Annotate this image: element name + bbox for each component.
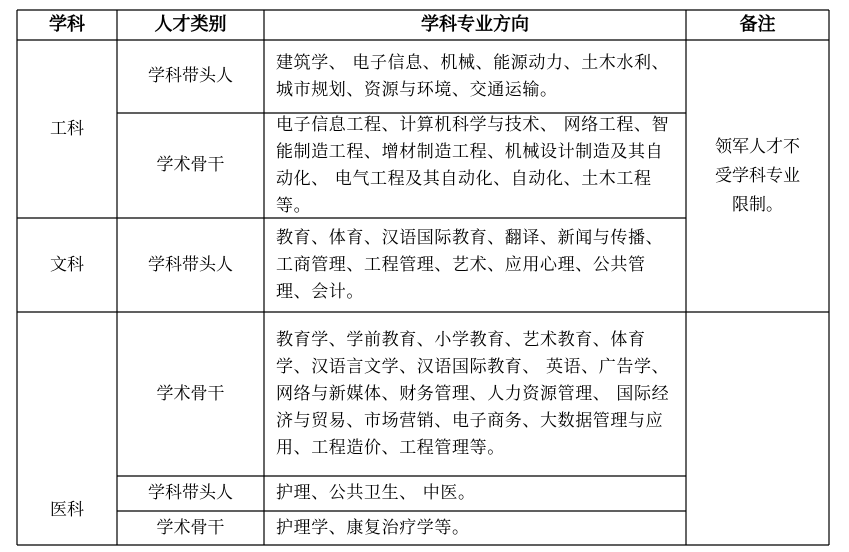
- type-eng-core: 学术骨干: [156, 155, 225, 175]
- type-eng-lead: 学科带头人: [148, 66, 233, 86]
- direction-eng-core: [264, 113, 686, 218]
- direction-med-lead-text: 护理、公共卫生、 中医。: [276, 483, 476, 503]
- type-med-lead: 学科带头人: [148, 483, 233, 503]
- header-subject: 学科: [49, 14, 85, 35]
- direction-arts-core-text: 教育学、学前教育、小学教育、艺术教育、体育学、汉语言文学、汉语国际教育、 英语、广告学、 网络与新媒体、财务管理、人力资源管理、 国际经济与贸易、市场营销、电子商务、大数据管理与应用、工程造价、工程管理等。: [276, 329, 670, 458]
- type-arts-lead: 学科带头人: [148, 254, 233, 275]
- subject-engineering: 工科: [50, 118, 84, 139]
- type-med-core: 学术骨干: [156, 517, 225, 538]
- remarks-cell: [686, 40, 829, 312]
- direction-arts-core: [264, 312, 686, 476]
- header-direction: 学科专业方向: [421, 14, 529, 35]
- type-arts-core: 学术骨干: [156, 383, 225, 404]
- header-talent-type: 人才类别: [154, 14, 227, 35]
- remarks-text: 领军人才不受学科专业限制。: [715, 136, 800, 215]
- direction-eng-lead: [264, 40, 686, 113]
- direction-med-core-text: 护理学、康复治疗学等。: [276, 517, 470, 538]
- header-remarks: 备注: [739, 14, 776, 35]
- direction-med-core: [264, 511, 686, 545]
- direction-arts-lead: [264, 218, 686, 312]
- subject-medicine: 医科: [50, 500, 84, 520]
- subject-arts: 文科: [50, 254, 84, 275]
- direction-eng-core-text: 电子信息工程、计算机科学与技术、 网络工程、智能制造工程、增材制造工程、机械设计制造及其自动化、 电气工程及其自动化、自动化、土木工程等。: [276, 114, 670, 216]
- direction-eng-lead-text: 建筑学、 电子信息、机械、能源动力、土木水利、城市规划、资源与环境、交通运输。: [276, 52, 670, 100]
- direction-arts-lead-text: 教育、体育、汉语国际教育、翻译、新闻与传播、工商管理、工程管理、艺术、应用心理、公共管理、会计。: [276, 227, 664, 302]
- direction-med-lead: [264, 476, 686, 511]
